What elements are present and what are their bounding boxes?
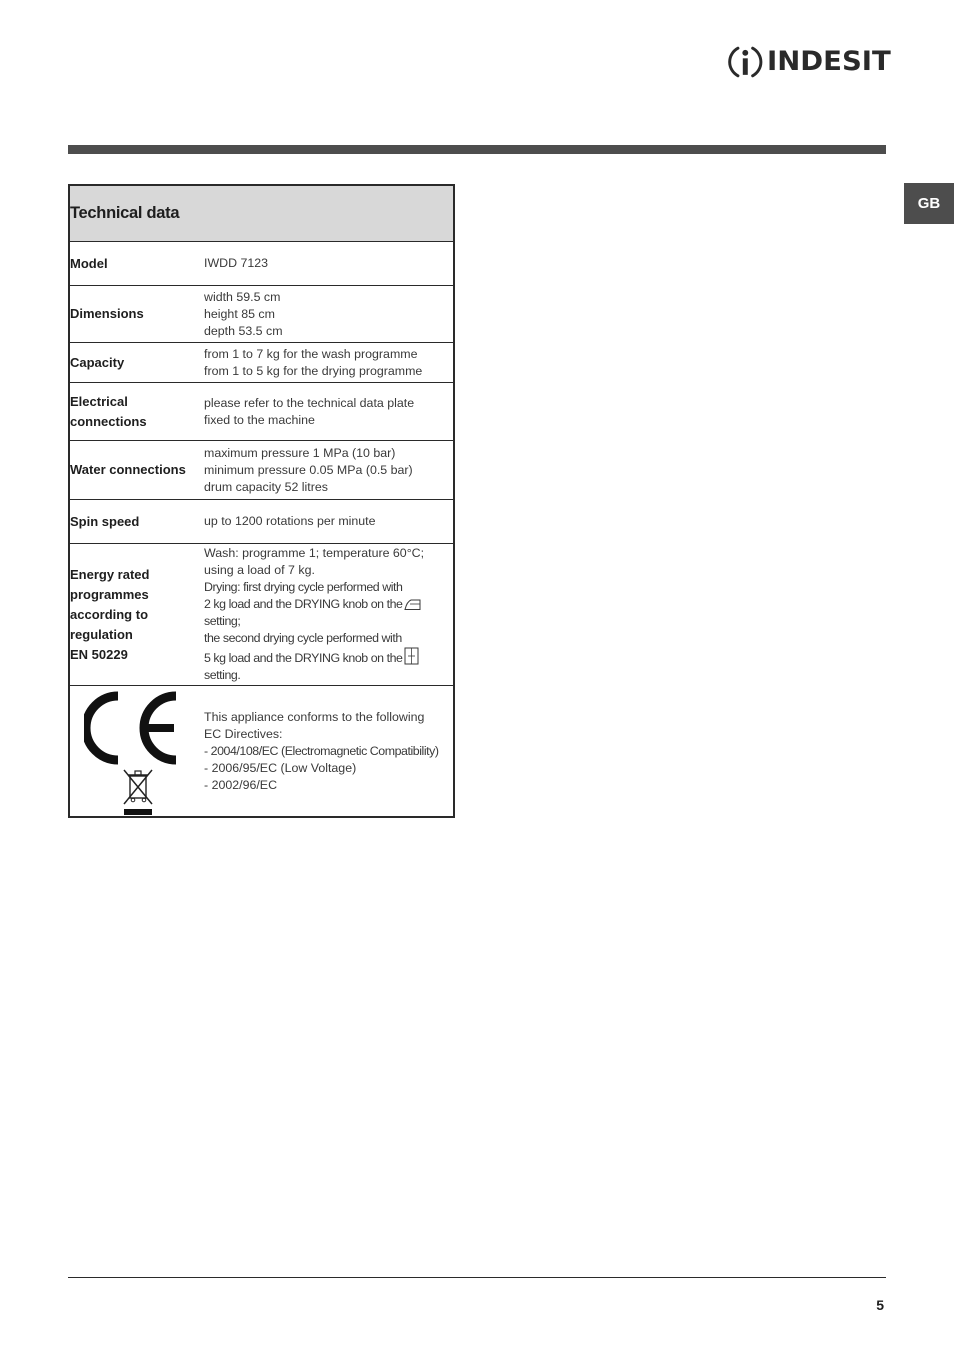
- row-label: Spin speed: [69, 500, 204, 544]
- table-row-spin-speed: [69, 500, 454, 544]
- label-line: Electrical: [70, 393, 128, 409]
- row-value: [204, 343, 454, 383]
- brand-logo: [726, 40, 891, 84]
- row-value: [204, 544, 454, 686]
- value-line: width 59.5 cm: [204, 289, 281, 304]
- row-value: [204, 286, 454, 343]
- value-line: from 1 to 7 kg for the wash programme: [204, 346, 418, 361]
- table-title: Technical data: [69, 185, 454, 242]
- top-divider-bar: [68, 145, 886, 154]
- value-line: Drying: first drying cycle performed with: [204, 580, 403, 594]
- table-row-conformity: [69, 686, 454, 818]
- table-row-model: [69, 242, 454, 286]
- label-line: regulation: [70, 626, 133, 642]
- label-line: according to: [70, 606, 149, 622]
- value-line: [204, 596, 453, 613]
- value-text: 2 kg load and the DRYING knob on the: [204, 597, 403, 611]
- label-line: connections: [70, 413, 147, 429]
- row-label: Water connections: [69, 441, 204, 500]
- row-value: [204, 242, 454, 286]
- value-line: drum capacity 52 litres: [204, 479, 328, 494]
- value-line: EC Directives:: [204, 726, 283, 741]
- brand-name: INDESIT: [766, 46, 891, 77]
- value-line: up to 1200 rotations per minute: [204, 514, 376, 528]
- row-value: [204, 686, 454, 818]
- language-tab: GB: [904, 183, 954, 224]
- table-row-capacity: [69, 343, 454, 383]
- table-row-water: [69, 441, 454, 500]
- value-line: Wash: programme 1; temperature 60°C;: [204, 546, 425, 560]
- value-line: - 2002/96/EC: [204, 777, 278, 792]
- label-line: programmes: [70, 586, 149, 602]
- row-value: [204, 441, 454, 500]
- value-line: This appliance conforms to the following: [204, 709, 425, 724]
- value-line: IWDD 7123: [204, 256, 269, 270]
- table-row-energy: [69, 544, 454, 686]
- conformity-marks: [69, 686, 204, 818]
- iron-dry-icon: [404, 598, 421, 611]
- indesit-logo-icon: [726, 41, 765, 83]
- table-row-dimensions: [69, 286, 454, 343]
- crossed-out-bin-icon: [120, 768, 156, 816]
- value-line: minimum pressure 0.05 MPa (0.5 bar): [204, 462, 413, 477]
- label-line: Energy rated: [70, 566, 150, 582]
- value-line: height 85 cm: [204, 306, 275, 321]
- label-line: EN 50229: [70, 646, 128, 662]
- value-line: from 1 to 5 kg for the drying programme: [204, 363, 423, 378]
- page-number: 5: [876, 1297, 884, 1313]
- ce-mark-icon: [84, 690, 184, 766]
- table-row-electrical: [69, 383, 454, 441]
- value-line: setting.: [204, 668, 241, 682]
- value-line: - 2004/108/EC (Electromagnetic Compatibility): [204, 743, 439, 758]
- value-line: please refer to the technical data plate: [204, 395, 415, 410]
- table-header-row: [69, 185, 454, 242]
- value-line: setting;: [204, 614, 241, 628]
- value-line: depth 53.5 cm: [204, 323, 283, 338]
- row-label: Model: [69, 242, 204, 286]
- row-value: [204, 500, 454, 544]
- row-label: [69, 544, 204, 686]
- value-line: using a load of 7 kg.: [204, 563, 315, 577]
- value-line: - 2006/95/EC (Low Voltage): [204, 760, 357, 775]
- row-label: [69, 383, 204, 441]
- row-value: [204, 383, 454, 441]
- technical-data-table: [68, 184, 455, 818]
- row-label: Dimensions: [69, 286, 204, 343]
- value-line: fixed to the machine: [204, 412, 315, 427]
- value-line: maximum pressure 1 MPa (10 bar): [204, 445, 396, 460]
- row-label: Capacity: [69, 343, 204, 383]
- value-line: the second drying cycle performed with: [204, 631, 402, 645]
- cupboard-dry-icon: [404, 647, 419, 665]
- footer-divider: [68, 1277, 886, 1278]
- value-text: 5 kg load and the DRYING knob on the: [204, 651, 403, 665]
- value-line: [204, 647, 453, 667]
